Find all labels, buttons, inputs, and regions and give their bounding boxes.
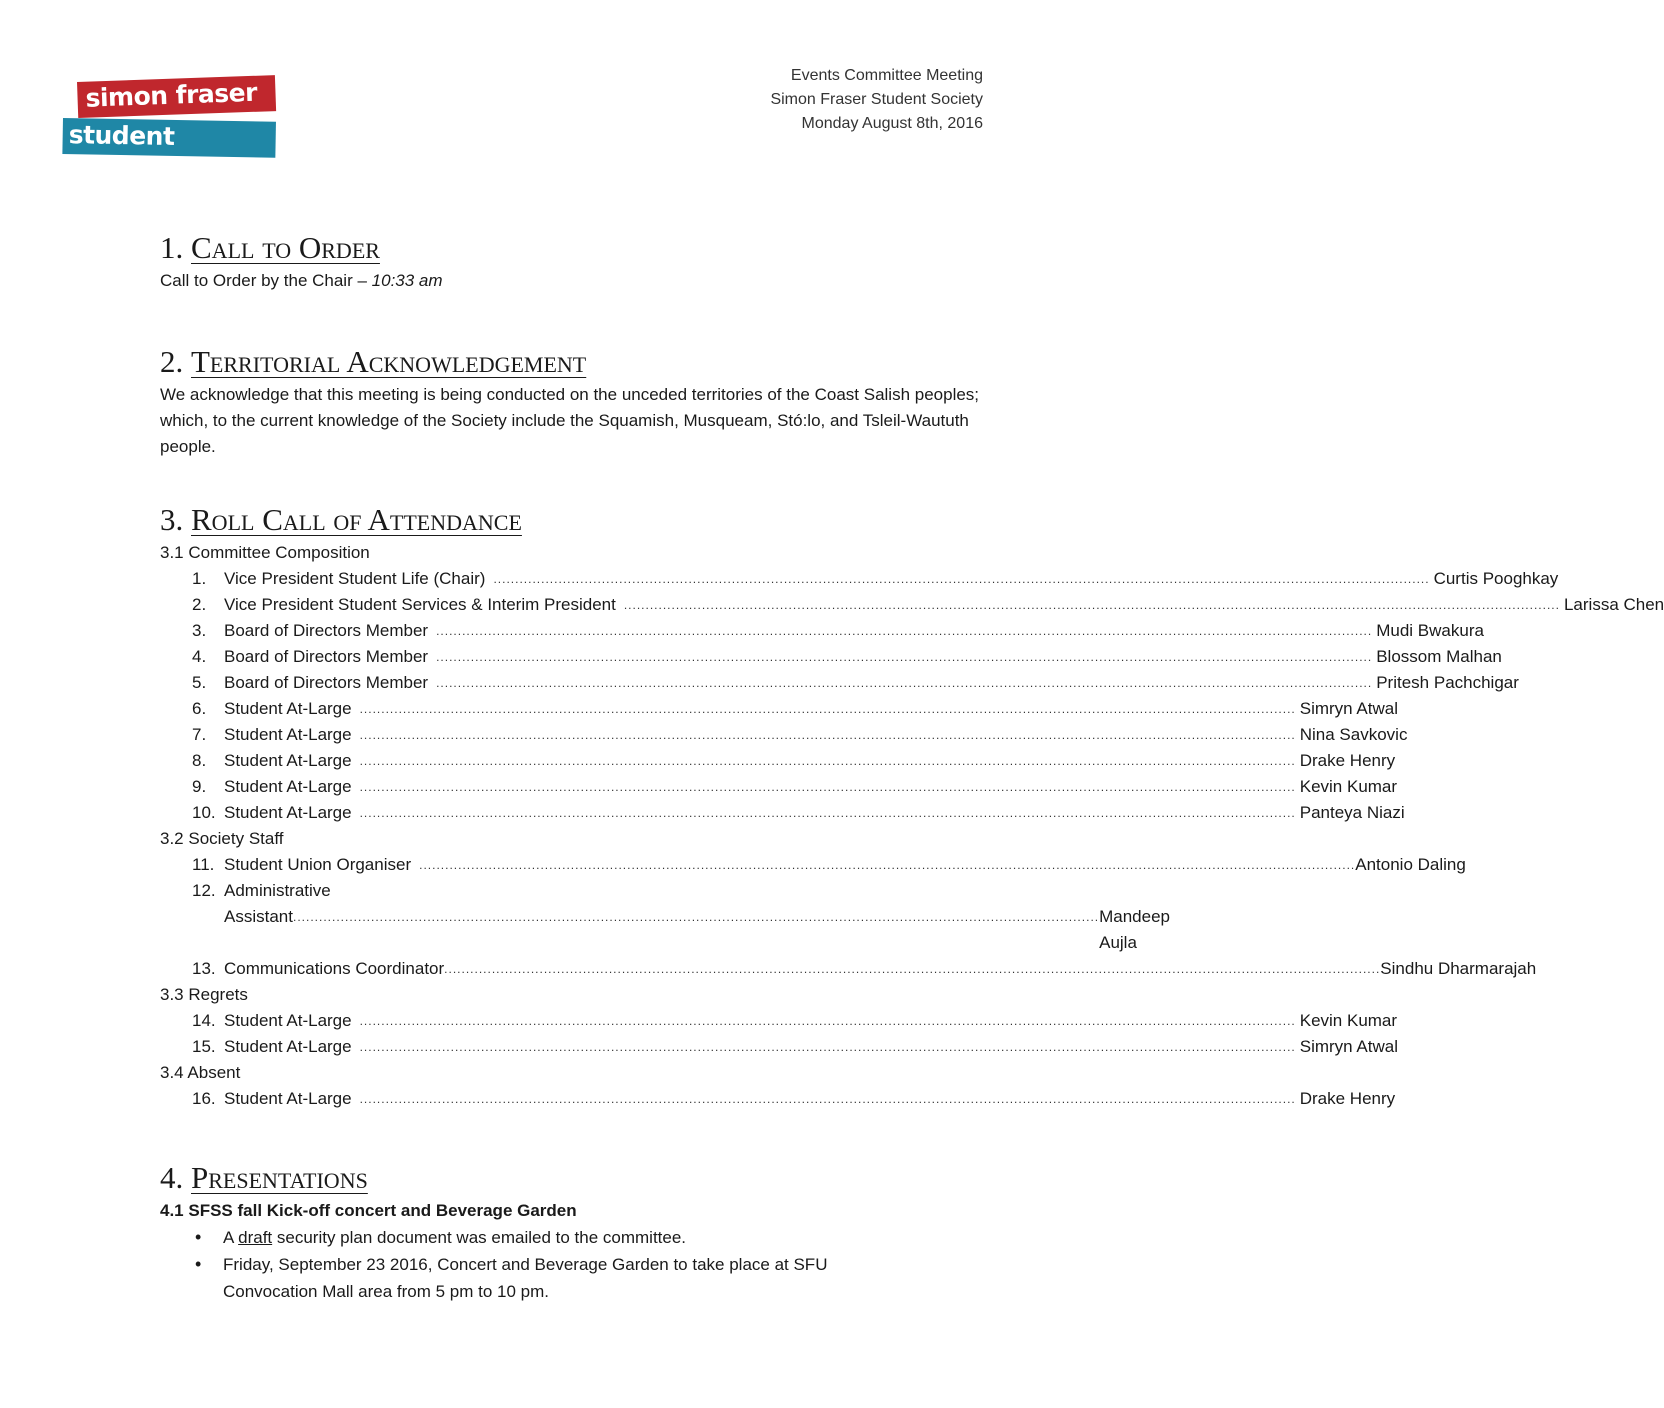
attendee-row bbox=[160, 748, 1396, 774]
bullet-text: security plan document was emailed to the committee. bbox=[272, 1228, 687, 1247]
item-number: 11. bbox=[192, 855, 215, 874]
call-to-order-time: 10:33 am bbox=[371, 271, 443, 290]
leader-dots: .......................................................................................................................................................................................... bbox=[292, 910, 1100, 924]
bullet-item bbox=[223, 1224, 923, 1251]
meeting-header bbox=[770, 64, 983, 136]
attendee-role: Board of Directors Member bbox=[224, 673, 429, 692]
item-number: 1. bbox=[192, 569, 207, 588]
attendee-role: Student At-Large bbox=[224, 803, 352, 822]
section-title: Presentations bbox=[191, 1160, 368, 1195]
item-number: 4. bbox=[192, 647, 207, 666]
attendee-name: Blossom Malhan bbox=[1376, 647, 1502, 666]
attendee-name: Simryn Atwal bbox=[1299, 699, 1398, 718]
attendee-row bbox=[160, 1086, 1396, 1112]
committee-list bbox=[160, 566, 1664, 826]
item-number: 9. bbox=[192, 777, 207, 796]
item-number: 16. bbox=[192, 1089, 216, 1108]
attendee-row bbox=[160, 670, 1519, 696]
leader-dots bbox=[360, 1008, 1296, 1034]
attendee-name: Mandeep Aujla bbox=[1099, 907, 1170, 952]
presentation-bullets bbox=[160, 1224, 990, 1305]
leader-dots bbox=[436, 618, 1372, 644]
leader-dots bbox=[360, 774, 1296, 800]
attendee-role: Communications Coordinator bbox=[224, 959, 445, 978]
leader-dots bbox=[360, 800, 1296, 826]
section-title: Roll Call of Attendance bbox=[191, 502, 522, 537]
document-body bbox=[160, 228, 1664, 1305]
section-heading-roll-call bbox=[160, 500, 990, 540]
section-number: 3. bbox=[160, 502, 184, 537]
attendee-row bbox=[160, 566, 1559, 592]
attendee-row bbox=[160, 800, 1405, 826]
subsection-regrets: 3.3 Regrets bbox=[160, 985, 248, 1004]
attendee-role: Student At-Large bbox=[224, 751, 352, 770]
leader-dots bbox=[360, 748, 1296, 774]
bullet-text: A bbox=[223, 1228, 239, 1247]
attendee-name: Sindhu Dharmarajah bbox=[1380, 959, 1537, 978]
item-number: 10. bbox=[192, 803, 216, 822]
call-to-order-text bbox=[160, 268, 990, 294]
attendee-role: Vice President Student Life (Chair) bbox=[224, 569, 486, 588]
attendee-name: Panteya Niazi bbox=[1299, 803, 1405, 822]
call-to-order-label: Call to Order by the Chair – bbox=[160, 271, 372, 290]
attendee-role: Student At-Large bbox=[224, 1011, 352, 1030]
attendee-name: Pritesh Pachchigar bbox=[1376, 673, 1519, 692]
section-heading-call-to-order bbox=[160, 228, 990, 268]
item-number: 15. bbox=[192, 1037, 216, 1056]
subsection-kickoff: 4.1 SFSS fall Kick-off concert and Beverage Garden bbox=[160, 1201, 577, 1220]
item-number: 13. bbox=[192, 959, 216, 978]
attendee-name: Drake Henry bbox=[1299, 1089, 1396, 1108]
item-number: 12. bbox=[192, 881, 216, 900]
attendee-role: Administrative bbox=[224, 881, 331, 900]
section-number: 2. bbox=[160, 344, 184, 379]
item-number: 7. bbox=[192, 725, 207, 744]
section-title: Call to Order bbox=[191, 230, 380, 265]
attendee-role: Vice President Student Services & Interim President bbox=[224, 595, 616, 614]
item-number: 5. bbox=[192, 673, 207, 692]
leader-dots bbox=[493, 566, 1429, 592]
leader-dots bbox=[360, 1086, 1296, 1112]
attendee-name: Larissa Chen bbox=[1563, 595, 1664, 614]
subsection-staff: 3.2 Society Staff bbox=[160, 829, 284, 848]
leader-dots bbox=[436, 644, 1372, 670]
attendee-row bbox=[160, 878, 980, 904]
attendee-row bbox=[160, 774, 1398, 800]
territorial-text: We acknowledge that this meeting is being conducted on the unceded territories of the Coast Salish peoples; which, to the current knowledge of the Society include the Squamish, Musqueam, Stó:lo, and Tsleil-Waututh people. bbox=[160, 385, 980, 456]
leader-dots bbox=[360, 1034, 1296, 1060]
section-title: Territorial Acknowledgement bbox=[191, 344, 587, 379]
attendee-row bbox=[160, 722, 1408, 748]
attendee-name: Kevin Kumar bbox=[1299, 1011, 1398, 1030]
attendee-row bbox=[160, 956, 1537, 982]
leader-dots bbox=[360, 722, 1296, 748]
leader-dots bbox=[444, 956, 1380, 982]
attendee-role: Student At-Large bbox=[224, 725, 352, 744]
attendee-row bbox=[160, 696, 1398, 722]
section-heading-territorial bbox=[160, 342, 990, 382]
absent-list bbox=[160, 1086, 1396, 1112]
attendee-name: Curtis Pooghkay bbox=[1433, 569, 1559, 588]
meeting-date: Monday August 8th, 2016 bbox=[801, 115, 983, 132]
bullet-item: • Friday, September 23 2016, Concert and Beverage Garden to take place at SFU Convocation Mall area from 5 pm to 10 pm. bbox=[223, 1251, 923, 1305]
draft-link[interactable]: draft bbox=[238, 1228, 273, 1247]
organization-name: Simon Fraser Student Society bbox=[770, 91, 983, 108]
attendee-name: Nina Savkovic bbox=[1299, 725, 1408, 744]
leader-dots bbox=[360, 696, 1296, 722]
regrets-list bbox=[160, 1008, 1398, 1060]
attendee-row bbox=[160, 592, 1664, 618]
attendee-name: Simryn Atwal bbox=[1299, 1037, 1398, 1056]
section-number: 1. bbox=[160, 230, 184, 265]
subsection-absent: 3.4 Absent bbox=[160, 1063, 241, 1082]
attendee-name: Drake Henry bbox=[1299, 751, 1396, 770]
staff-list bbox=[160, 852, 1537, 982]
attendee-row bbox=[160, 1008, 1398, 1034]
logo-line-2: student society bbox=[62, 118, 276, 158]
attendee-role: Student At-Large bbox=[224, 1089, 352, 1108]
attendee-row bbox=[160, 852, 1466, 878]
attendee-role: Student At-Large bbox=[224, 699, 352, 718]
leader-dots bbox=[436, 670, 1372, 696]
attendee-role: Student At-Large bbox=[224, 777, 352, 796]
meeting-name: Events Committee Meeting bbox=[790, 67, 983, 84]
attendee-row bbox=[160, 644, 1502, 670]
subsection-committee: 3.1 Committee Composition bbox=[160, 543, 370, 562]
logo-line-1: simon fraser bbox=[77, 75, 276, 118]
sfss-logo bbox=[63, 77, 278, 185]
attendee-role: Board of Directors Member bbox=[224, 647, 429, 666]
leader-dots bbox=[419, 852, 1355, 878]
section-number: 4. bbox=[160, 1160, 184, 1195]
attendee-role: Assistant bbox=[224, 907, 293, 926]
attendee-name: Mudi Bwakura bbox=[1376, 621, 1484, 640]
attendee-role: Board of Directors Member bbox=[224, 621, 429, 640]
attendee-row bbox=[160, 618, 1484, 644]
section-heading-presentations bbox=[160, 1158, 990, 1198]
attendee-row bbox=[160, 1034, 1398, 1060]
item-number: 14. bbox=[192, 1011, 216, 1030]
item-number: 6. bbox=[192, 699, 207, 718]
item-number: 3. bbox=[192, 621, 207, 640]
attendee-role: Student At-Large bbox=[224, 1037, 352, 1056]
attendee-name: Antonio Daling bbox=[1355, 855, 1466, 874]
attendee-role: Student Union Organiser bbox=[224, 855, 412, 874]
leader-dots bbox=[624, 592, 1560, 618]
attendee-name: Kevin Kumar bbox=[1299, 777, 1398, 796]
item-number: 8. bbox=[192, 751, 207, 770]
item-number: 2. bbox=[192, 595, 207, 614]
attendee-row-continued bbox=[160, 904, 1170, 956]
